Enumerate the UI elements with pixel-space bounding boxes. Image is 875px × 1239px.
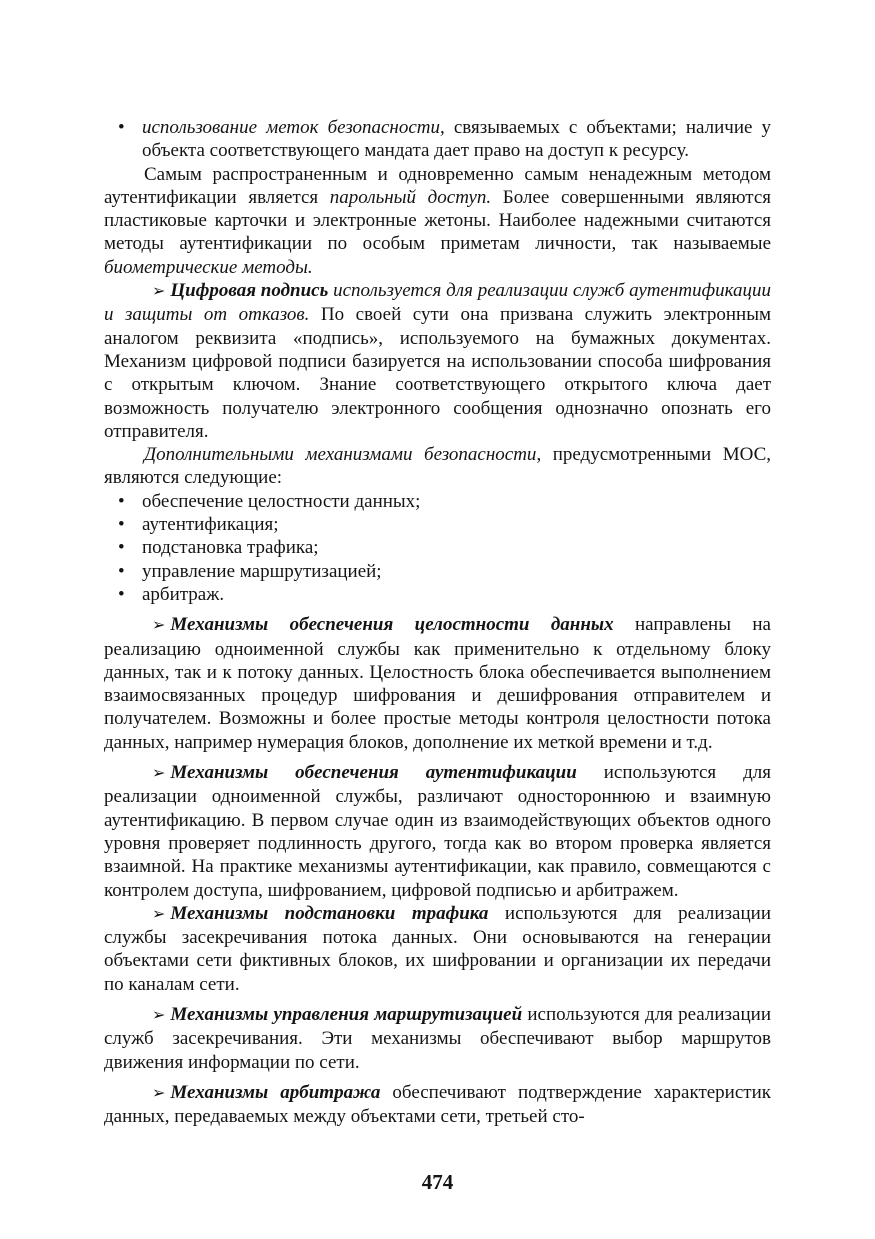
text-span: используются для реализации служб засекречивания. Эти механизмы обеспечивают выбор маршрутов движения информации по сети. (104, 1003, 771, 1073)
paragraph-integrity (104, 613, 771, 754)
paragraph-traffic (104, 902, 771, 996)
text-span: направлены на реализацию одноименной службы как применительно к отдельному блоку данных, так и к потоку данных. Целостность блока обеспечивается выполнением взаимосвязанных процедур шифрования и дешифрования отправителем и получателем. Возможны и более простые методы контроля целостности потока данных, например нумерация блоков, дополнение их меткой времени и т.д. (104, 614, 771, 753)
text-span: Более совершенными являются пластиковые карточки и электронные жетоны. Наиболее надежными считаются методы аутентификации по особым приметам личности, так называемые (104, 186, 772, 255)
paragraph-arbitration (104, 1081, 771, 1129)
text-span: По своей сути она призвана служить электронным аналогом реквизита «подпись», используемого на бумажных документах. Механизм цифровой подписи базируется на использовании способа шифрования с открытым ключом. Знание соответствующего открытого ключа дает возможность получателю электронного сообщения однозначно опознать его отправителя. (104, 304, 771, 442)
list-item: • арбитраж. (142, 583, 771, 606)
text-span: , связываемых с объектами; наличие у объекта соответствующего мандата дает право на доступ к ресурсу. (142, 117, 771, 162)
text-span: , предусмотренными МОС, являются следующие: (104, 444, 771, 489)
bullet-list-top (104, 116, 771, 163)
page-body (104, 116, 771, 1128)
italic-text: Дополнительными механизмами безопасности (144, 444, 537, 466)
bold-term: Цифровая подпись (170, 280, 329, 302)
bold-term: Механизмы арбитража (170, 1081, 381, 1103)
paragraph-additional-mechanisms (104, 443, 771, 490)
bold-term: Механизмы управления маршрутизацией (170, 1003, 523, 1025)
page-number: 474 (421, 1170, 454, 1194)
list-item: • управление маршрутизацией; (142, 560, 771, 583)
term-password-access: парольный доступ. (329, 186, 492, 208)
arrow-marker-icon: ➢ (152, 617, 166, 635)
list-item: • аутентификация; (142, 513, 771, 536)
arrow-marker-icon: ➢ (152, 765, 166, 783)
arrow-marker-icon: ➢ (152, 905, 166, 923)
list-item: • подстановка трафика; (142, 536, 771, 559)
arrow-marker-icon: ➢ (152, 1084, 166, 1102)
text-span: используются для реализации одноименной службы, различают одностороннюю и взаимную аутентификацию. В первом случае один из взаимодействующих объектов одного уровня проверяет подлинность другого, тогда как во втором проверка является взаимной. На практике механизмы аутентификации, как правило, совмещаются с контролем доступа, шифрованием, цифровой подписью и арбитражем. (104, 762, 771, 901)
italic-text: используется для реализации служб аутентификации и защиты от отказов. (104, 280, 771, 326)
arrow-marker-icon: ➢ (152, 1006, 166, 1024)
paragraph-digital-signature (104, 279, 771, 443)
text-span: Самым распространенным и одновременно самым ненадежным методом аутентификации является (104, 163, 771, 208)
text-span: обеспечивают подтверждение характеристик данных, передаваемых между объектами сети, третьей сто- (104, 1081, 771, 1128)
list-item (142, 116, 771, 163)
paragraph-routing (104, 1003, 771, 1074)
text-span: используются для реализации службы засекречивания потока данных. Они основываются на генерации объектами сети фиктивных блоков, их шифровании и организации их передачи по каналам сети. (104, 902, 771, 995)
term-italic: использование меток безопасности (142, 117, 440, 138)
list-item: • обеспечение целостности данных; (142, 490, 771, 513)
paragraph-authentication-mechanisms (104, 761, 771, 902)
term-biometric: биометрические методы. (104, 256, 313, 278)
bold-term: Механизмы обеспечения аутентификации (170, 762, 577, 784)
paragraph-authentication (104, 163, 771, 279)
bold-term: Механизмы подстановки трафика (170, 902, 489, 924)
mechanisms-list (104, 490, 771, 606)
arrow-marker-icon: ➢ (152, 283, 166, 301)
bold-term: Механизмы обеспечения целостности данных (170, 614, 614, 636)
